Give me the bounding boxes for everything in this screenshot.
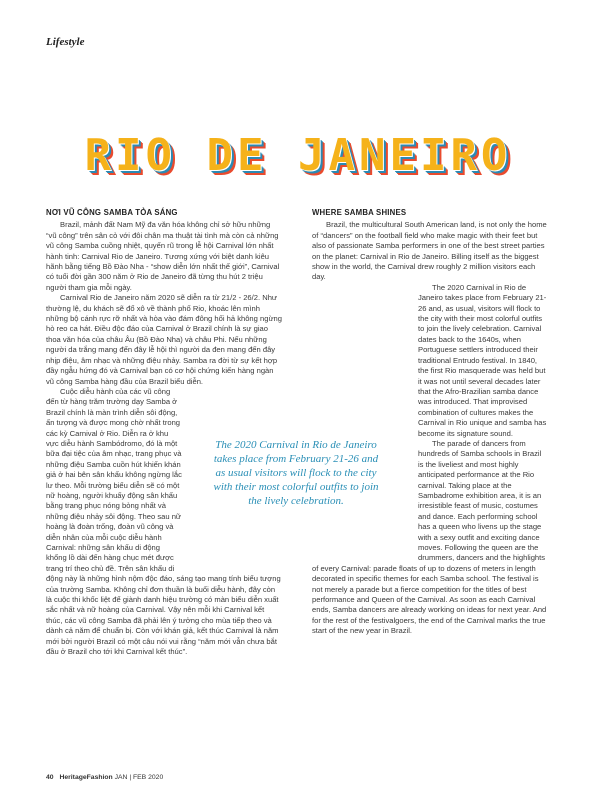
vietnamese-paragraph-2-text: Carnival Rio de Janeiro năm 2020 sẽ diễn ra từ 21/2 - 26/2. Như thường lệ, du khách sẽ đổ xô về thành phố Rio, khoác lên mình những bộ cánh rực rỡ nhất và hòa vào đám đông hối hả không ngừng hò reo ca hát. Điều độc đáo của Carnival ở Brazil chính là sự giao thoa văn hóa của châu Âu (Bồ Đào Nha) và châu Phi. Nếu những người da trắng mang đến đây lễ hội thì người da đen mang đến đây nhịp điệu, âm nhạc và những điệu nhảy. Samba ra đời từ sự kết hợp đầy ngẫu hứng đó và Carnival bạn có cơ hội chứng kiến hàng ngàn vũ công Samba hàng đầu của Brazil biểu diễn.	[46, 293, 282, 386]
page-number: 40	[46, 774, 54, 781]
english-paragraph-2: The 2020 Carnival in Rio de Janeiro takes place from February 21-26 and, as usual, visitors will flock to the city with their most colorful outfits to join the lively celebration. Carnival dates back to the 1640s, when Portuguese settlers introduced their traditional Entrudo festival. In 1840, the first Rio masquerade was held but it was not until several decades later that the Afro-Brazilian samba dance was introduced. That improvised combination of cultures makes the Carnival in Rio unique and samba has become its signature sound.	[418, 282, 547, 438]
pull-quote: The 2020 Carnival in Rio de Janeiro takes place from February 21-26 and as usual visitors will flock to the city with their most colorful outfits to join the lively celebration.	[213, 439, 379, 507]
vietnamese-heading: NƠI VŨ CÔNG SAMBA TỎA SÁNG	[46, 208, 178, 217]
vietnamese-paragraph-3: Cuộc diễu hành của các vũ công đến từ hàng trăm trường dạy Samba ở Brazil chính là màn trình diễn sôi động, ấn tượng và được mong chờ nhất trong các kỳ Carnival ở Rio. Diễn ra ở khu vực diễu hành Sambódromo, đó là một bữa đại tiệc của âm nhạc, trang phục và những điệu Samba cuồn hút khiến khán giả ở hai bên sân khấu không ngừng lắc lư theo. Mỗi trường biểu diễn sẽ có một nữ hoàng, người khuấy động sân khấu bằng trang phục nóng bỏng nhất và những điệu nhảy sôi động. Theo sau nữ hoàng là đoàn trống, đoàn vũ công và diễn nhân của mỗi cuộc diễu hành Carnival: những sân khấu di động khổng lồ dài đến hàng chục mét được trang trí theo chủ đề. Trên sân khấu di động này là những hình nộm độc đáo, sáng tạo mang tính biểu tượng của trường Samba. Không chỉ đơn thuần là buổi diễu hành, đây còn là cuộc thi khốc liệt để giành danh hiệu trường có màn biểu diễn xuất sắc nhất và nữ hoàng của Carnival. Vậy nên mỗi khi Carnival kết thúc, các vũ công Samba đã phải lên ý tưởng cho mùa tiếp theo và dành cả năm để chuẩn bị. Còn với khán giả, kết thúc Carnival là năm mới bởi người Brazil có một câu nói vui rằng “năm mới vẫn chưa bắt đầu ở Brazil cho tới khi Carnival kết thúc”.	[46, 386, 281, 657]
vietnamese-paragraph-1: Brazil, mảnh đất Nam Mỹ đa văn hóa không chỉ sở hữu những “vũ công” trên sân cỏ với đôi chân ma thuật tài tình mà còn cả những vũ công Samba cuồng nhiệt, quyến rũ trong lễ hội Carnival lớn nhất hành tinh: Carnival Rio de Janeiro. Tương xứng với biệt danh kiêu hãnh bằng tiếng Bồ Đào Nha - “show diễn lớn nhất thế giới”, Carnival có tuổi đời gần 300 năm ở Rio de Janeiro đã từng thu hút 2 triệu người tham gia mỗi ngày.	[46, 220, 280, 292]
magazine-brand: HeritageFashion	[59, 774, 113, 781]
english-heading: WHERE SAMBA SHINES	[312, 208, 407, 217]
vietnamese-paragraph-2	[46, 293, 282, 387]
page-title: RIO DE JANEIRO	[84, 130, 512, 181]
english-column	[312, 208, 548, 637]
page-footer	[46, 774, 163, 781]
english-paragraph-1: Brazil, the multicultural South American land, is not only the home of “dancers” on the football field who make magic with their feet but also of passionate Samba performers in one of the best street parties on the planet: Carnival in Rio de Janeiro. Billing itself as the biggest show in the world, the Carnival drew roughly 2 million visitors each day.	[312, 220, 547, 282]
english-paragraph-3: The parade of dancers from hundreds of Samba schools in Brazil is the liveliest and most highly anticipated performance at the Rio carnival. Taking place at the Sambadrome exhibition area, it is an irresistible feast of music, costumes and dance. Each performing school has a queen who livens up the stage with a sexy outfit and exciting dance moves. Following the queen are the drummers, dancers and the highlights of every Carnival: parade floats of up to dozens of meters in length decorated in specific themes for each Samba school. The festival is not merely a parade but a fierce competition for the titles of best performance and Queen of the Carnival. As soon as each Carnival ends, Samba dancers are already working on ideas for next year. And for the rest of the festivalgoers, the end of the Carnival marks the true start of the new year in Brazil.	[312, 438, 547, 636]
issue-date: JAN | FEB 2020	[114, 774, 164, 781]
section-label: Lifestyle	[46, 36, 85, 48]
vietnamese-column	[46, 208, 282, 657]
